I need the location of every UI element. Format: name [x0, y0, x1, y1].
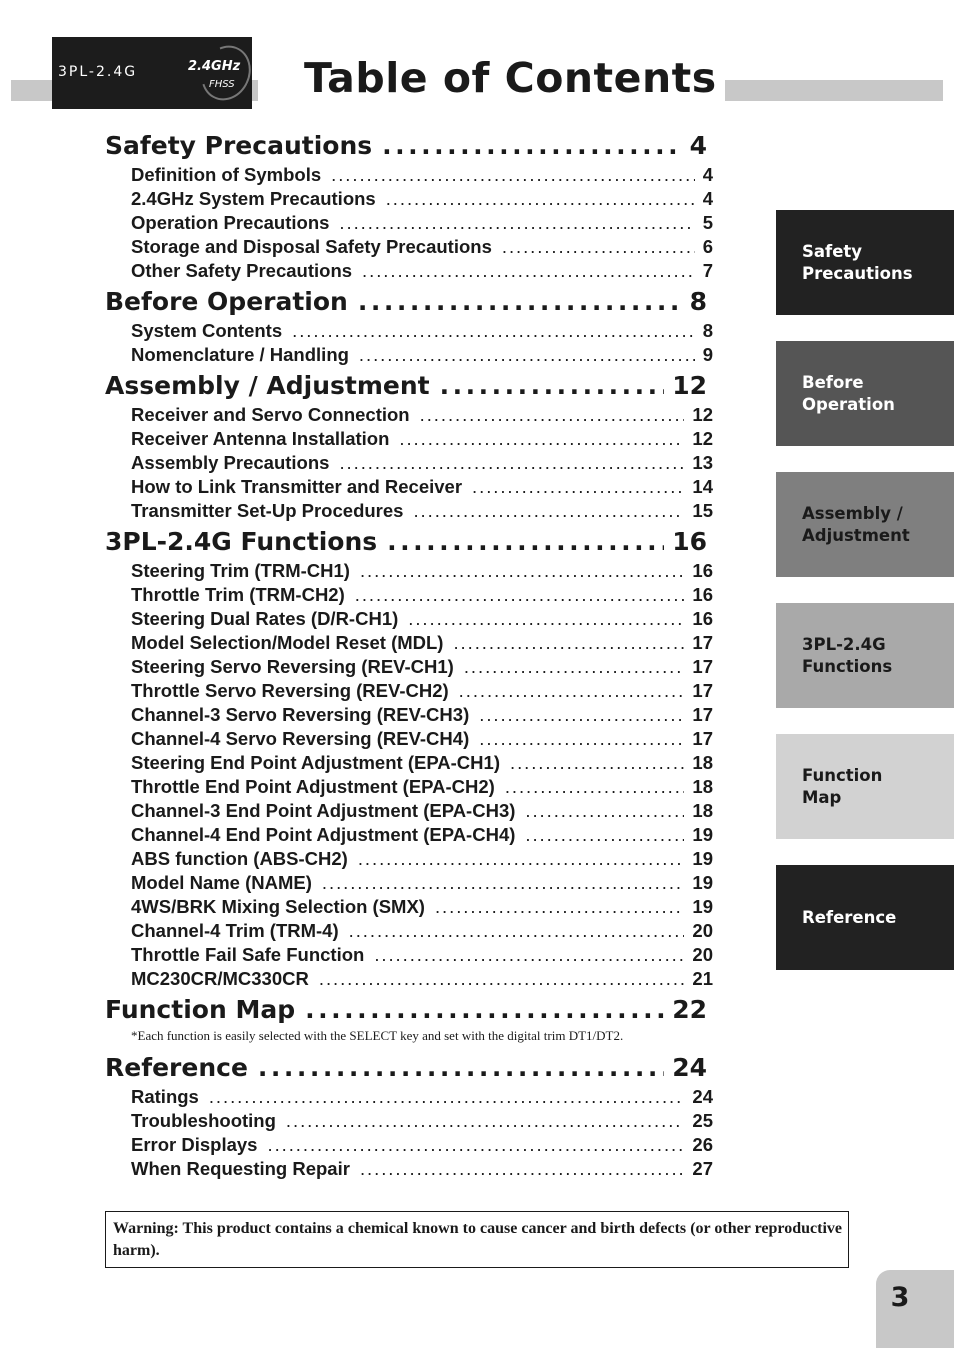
toc-entry[interactable] — [105, 871, 713, 895]
page-title-wrap — [258, 50, 725, 106]
toc-entry-label: Troubleshooting — [131, 1110, 276, 1131]
toc-leader — [472, 475, 684, 499]
toc-entry[interactable] — [105, 727, 713, 751]
toc-entry-label: Model Selection/Model Reset (MDL) — [131, 632, 444, 653]
toc-leader — [258, 1051, 664, 1085]
logo-model: 3PL-2.4G — [58, 64, 138, 80]
toc-entry[interactable] — [105, 847, 713, 871]
toc-entry[interactable] — [105, 943, 713, 967]
toc-entry-label: Channel-4 End Point Adjustment (EPA-CH4) — [131, 824, 516, 845]
toc-leader — [359, 343, 695, 367]
toc-entry-label: MC230CR/MC330CR — [131, 968, 309, 989]
toc-entry-page: 17 — [692, 656, 713, 677]
toc-section-page: 24 — [672, 1053, 707, 1082]
toc-entry-page: 19 — [692, 872, 713, 893]
toc-leader — [505, 775, 685, 799]
toc-entry[interactable] — [105, 451, 713, 475]
toc-leader — [355, 583, 685, 607]
toc-leader — [360, 1157, 684, 1181]
toc-entry-page: 17 — [692, 704, 713, 725]
toc-entry-label: Definition of Symbols — [131, 164, 322, 185]
logo-band: 2.4GHz — [188, 59, 241, 74]
toc-leader — [387, 525, 664, 559]
toc-entry-label: Receiver and Servo Connection — [131, 404, 410, 425]
toc-entry-page: 4 — [702, 164, 713, 185]
toc-entry[interactable] — [105, 583, 713, 607]
toc-entry-page: 18 — [692, 752, 713, 773]
toc-entry[interactable] — [105, 655, 713, 679]
toc-section-title: Assembly / Adjustment — [105, 371, 430, 400]
toc-entry-label: Model Name (NAME) — [131, 872, 312, 893]
toc-leader — [305, 993, 664, 1027]
toc-section-title: Before Operation — [105, 287, 348, 316]
toc-leader — [358, 285, 682, 319]
toc-section-page: 4 — [689, 131, 707, 160]
toc-entry-page: 15 — [692, 500, 713, 521]
warning-notice: Warning: This product contains a chemical known to cause cancer and birth defects (or other reproductive harm). — [105, 1211, 849, 1268]
toc-leader — [399, 427, 684, 451]
toc-entry-page: 13 — [692, 452, 713, 473]
toc-entry-label: 4WS/BRK Mixing Selection (SMX) — [131, 896, 425, 917]
toc-entry[interactable] — [105, 559, 713, 583]
toc-section-title: Function Map — [105, 995, 296, 1024]
toc-entry-page: 16 — [692, 584, 713, 605]
toc-entry-page: 17 — [692, 632, 713, 653]
toc-section-title: Safety Precautions — [105, 131, 373, 160]
toc-section[interactable] — [105, 525, 707, 559]
toc-entry-label: Channel-4 Servo Reversing (REV-CH4) — [131, 728, 470, 749]
toc-entry-label: Steering End Point Adjustment (EPA-CH1) — [131, 752, 500, 773]
toc-leader — [267, 1133, 684, 1157]
side-tab[interactable]: 3PL-2.4G Functions — [776, 603, 954, 708]
toc-entry-label: Channel-3 End Point Adjustment (EPA-CH3) — [131, 800, 516, 821]
toc-entry-label: Assembly Precautions — [131, 452, 330, 473]
toc-entry-label: When Requesting Repair — [131, 1158, 350, 1179]
toc-entry-label: Throttle Trim (TRM-CH2) — [131, 584, 345, 605]
toc-leader — [525, 823, 684, 847]
toc-entry[interactable] — [105, 607, 713, 631]
page-number: 3 — [876, 1270, 954, 1348]
side-tab[interactable]: Assembly / Adjustment — [776, 472, 954, 577]
toc-entry-page: 9 — [702, 344, 713, 365]
table-of-contents — [105, 129, 713, 1181]
toc-leader — [286, 1109, 685, 1133]
toc-leader — [339, 211, 694, 235]
side-tab[interactable]: Reference — [776, 865, 954, 970]
side-tab[interactable]: Before Operation — [776, 341, 954, 446]
toc-entry[interactable] — [105, 319, 713, 343]
toc-leader — [435, 895, 684, 919]
toc-leader — [453, 631, 684, 655]
toc-section-page: 8 — [689, 287, 707, 316]
toc-leader — [479, 703, 684, 727]
toc-entry-page: 26 — [692, 1134, 713, 1155]
toc-entry-label: Ratings — [131, 1086, 199, 1107]
toc-leader — [525, 799, 684, 823]
toc-entry-label: System Contents — [131, 320, 283, 341]
toc-entry-page: 20 — [692, 944, 713, 965]
toc-leader — [292, 319, 695, 343]
toc-entry-page: 17 — [692, 728, 713, 749]
toc-section-title: 3PL-2.4G Functions — [105, 527, 378, 556]
toc-entry-label: Error Displays — [131, 1134, 258, 1155]
toc-entry-label: Steering Servo Reversing (REV-CH1) — [131, 656, 454, 677]
toc-entry[interactable] — [105, 1085, 713, 1109]
toc-entry-label: Channel-3 Servo Reversing (REV-CH3) — [131, 704, 470, 725]
toc-leader — [362, 259, 695, 283]
toc-entry[interactable] — [105, 1157, 713, 1181]
toc-section-title: Reference — [105, 1053, 248, 1082]
toc-entry[interactable] — [105, 679, 713, 703]
toc-leader — [510, 751, 684, 775]
toc-leader — [209, 1085, 685, 1109]
toc-entry[interactable] — [105, 403, 713, 427]
toc-leader — [322, 871, 685, 895]
toc-leader — [331, 163, 695, 187]
toc-entry-label: Other Safety Precautions — [131, 260, 353, 281]
toc-entry[interactable] — [105, 343, 713, 367]
toc-entry-page: 12 — [692, 404, 713, 425]
toc-entry-page: 17 — [692, 680, 713, 701]
toc-entry[interactable] — [105, 799, 713, 823]
toc-leader — [319, 967, 685, 991]
toc-entry-label: 2.4GHz System Precautions — [131, 188, 376, 209]
toc-entry-page: 25 — [692, 1110, 713, 1131]
toc-entry-page: 4 — [702, 188, 713, 209]
toc-leader — [440, 369, 665, 403]
toc-entry[interactable] — [105, 427, 713, 451]
toc-entry-label: Throttle End Point Adjustment (EPA-CH2) — [131, 776, 495, 797]
toc-entry[interactable] — [105, 475, 713, 499]
toc-entry[interactable] — [105, 967, 713, 991]
toc-leader — [420, 403, 685, 427]
toc-section[interactable] — [105, 1051, 707, 1085]
side-tab[interactable]: Safety Precautions — [776, 210, 954, 315]
toc-section[interactable] — [105, 285, 707, 319]
toc-entry-page: 16 — [692, 560, 713, 581]
toc-leader — [479, 727, 684, 751]
toc-entry[interactable] — [105, 631, 713, 655]
page-title: Table of Contents — [304, 54, 717, 102]
toc-leader — [339, 451, 684, 475]
toc-entry-label: Receiver Antenna Installation — [131, 428, 390, 449]
toc-entry[interactable] — [105, 1109, 713, 1133]
toc-leader — [408, 607, 684, 631]
toc-leader — [360, 559, 684, 583]
toc-entry-label: Transmitter Set-Up Procedures — [131, 500, 404, 521]
toc-entry-page: 27 — [692, 1158, 713, 1179]
toc-entry-label: Storage and Disposal Safety Precautions — [131, 236, 492, 257]
toc-leader — [382, 129, 681, 163]
toc-entry-label: Operation Precautions — [131, 212, 330, 233]
toc-entry-page: 12 — [692, 428, 713, 449]
toc-entry-label: Throttle Fail Safe Function — [131, 944, 365, 965]
toc-leader — [464, 655, 685, 679]
toc-section-page: 12 — [672, 371, 707, 400]
toc-entry[interactable] — [105, 1133, 713, 1157]
toc-entry-page: 7 — [702, 260, 713, 281]
brand-logo — [52, 37, 252, 109]
toc-entry[interactable] — [105, 823, 713, 847]
toc-entry-page: 19 — [692, 848, 713, 869]
toc-entry-page: 21 — [692, 968, 713, 989]
toc-entry-label: Channel-4 Trim (TRM-4) — [131, 920, 339, 941]
side-tab[interactable]: Function Map — [776, 734, 954, 839]
logo-mode: FHSS — [209, 79, 235, 90]
toc-section[interactable] — [105, 129, 707, 163]
toc-entry[interactable] — [105, 919, 713, 943]
toc-leader — [374, 943, 684, 967]
toc-entry-page: 19 — [692, 896, 713, 917]
toc-section[interactable] — [105, 369, 707, 403]
toc-entry[interactable] — [105, 775, 713, 799]
toc-entry-page: 16 — [692, 608, 713, 629]
toc-entry[interactable] — [105, 751, 713, 775]
toc-entry[interactable] — [105, 499, 713, 523]
toc-leader — [386, 187, 695, 211]
toc-entry-label: ABS function (ABS-CH2) — [131, 848, 348, 869]
toc-entry-label: Nomenclature / Handling — [131, 344, 349, 365]
toc-entry-label: Steering Trim (TRM-CH1) — [131, 560, 350, 581]
toc-entry-page: 6 — [702, 236, 713, 257]
toc-leader — [358, 847, 685, 871]
toc-entry-page: 18 — [692, 800, 713, 821]
toc-entry-page: 19 — [692, 824, 713, 845]
toc-entry-label: How to Link Transmitter and Receiver — [131, 476, 463, 497]
toc-entry-page: 24 — [692, 1086, 713, 1107]
toc-entry-page: 14 — [692, 476, 713, 497]
toc-leader — [459, 679, 685, 703]
toc-leader — [349, 919, 685, 943]
toc-entry-label: Steering Dual Rates (D/R-CH1) — [131, 608, 399, 629]
toc-leader — [502, 235, 695, 259]
toc-entry-page: 20 — [692, 920, 713, 941]
toc-entry-label: Throttle Servo Reversing (REV-CH2) — [131, 680, 449, 701]
toc-entry-page: 5 — [702, 212, 713, 233]
toc-leader — [413, 499, 684, 523]
toc-entry[interactable] — [105, 259, 713, 283]
toc-entry[interactable] — [105, 211, 713, 235]
toc-note: *Each function is easily selected with the SELECT key and set with the digital trim DT1/DT2. — [131, 1028, 624, 1043]
toc-section[interactable] — [105, 993, 707, 1027]
toc-entry[interactable] — [105, 703, 713, 727]
toc-entry-page: 18 — [692, 776, 713, 797]
toc-section-page: 22 — [672, 995, 707, 1024]
toc-entry[interactable] — [105, 895, 713, 919]
toc-entry[interactable] — [105, 235, 713, 259]
toc-entry[interactable] — [105, 163, 713, 187]
toc-entry-page: 8 — [702, 320, 713, 341]
toc-entry[interactable] — [105, 187, 713, 211]
toc-section-page: 16 — [672, 527, 707, 556]
